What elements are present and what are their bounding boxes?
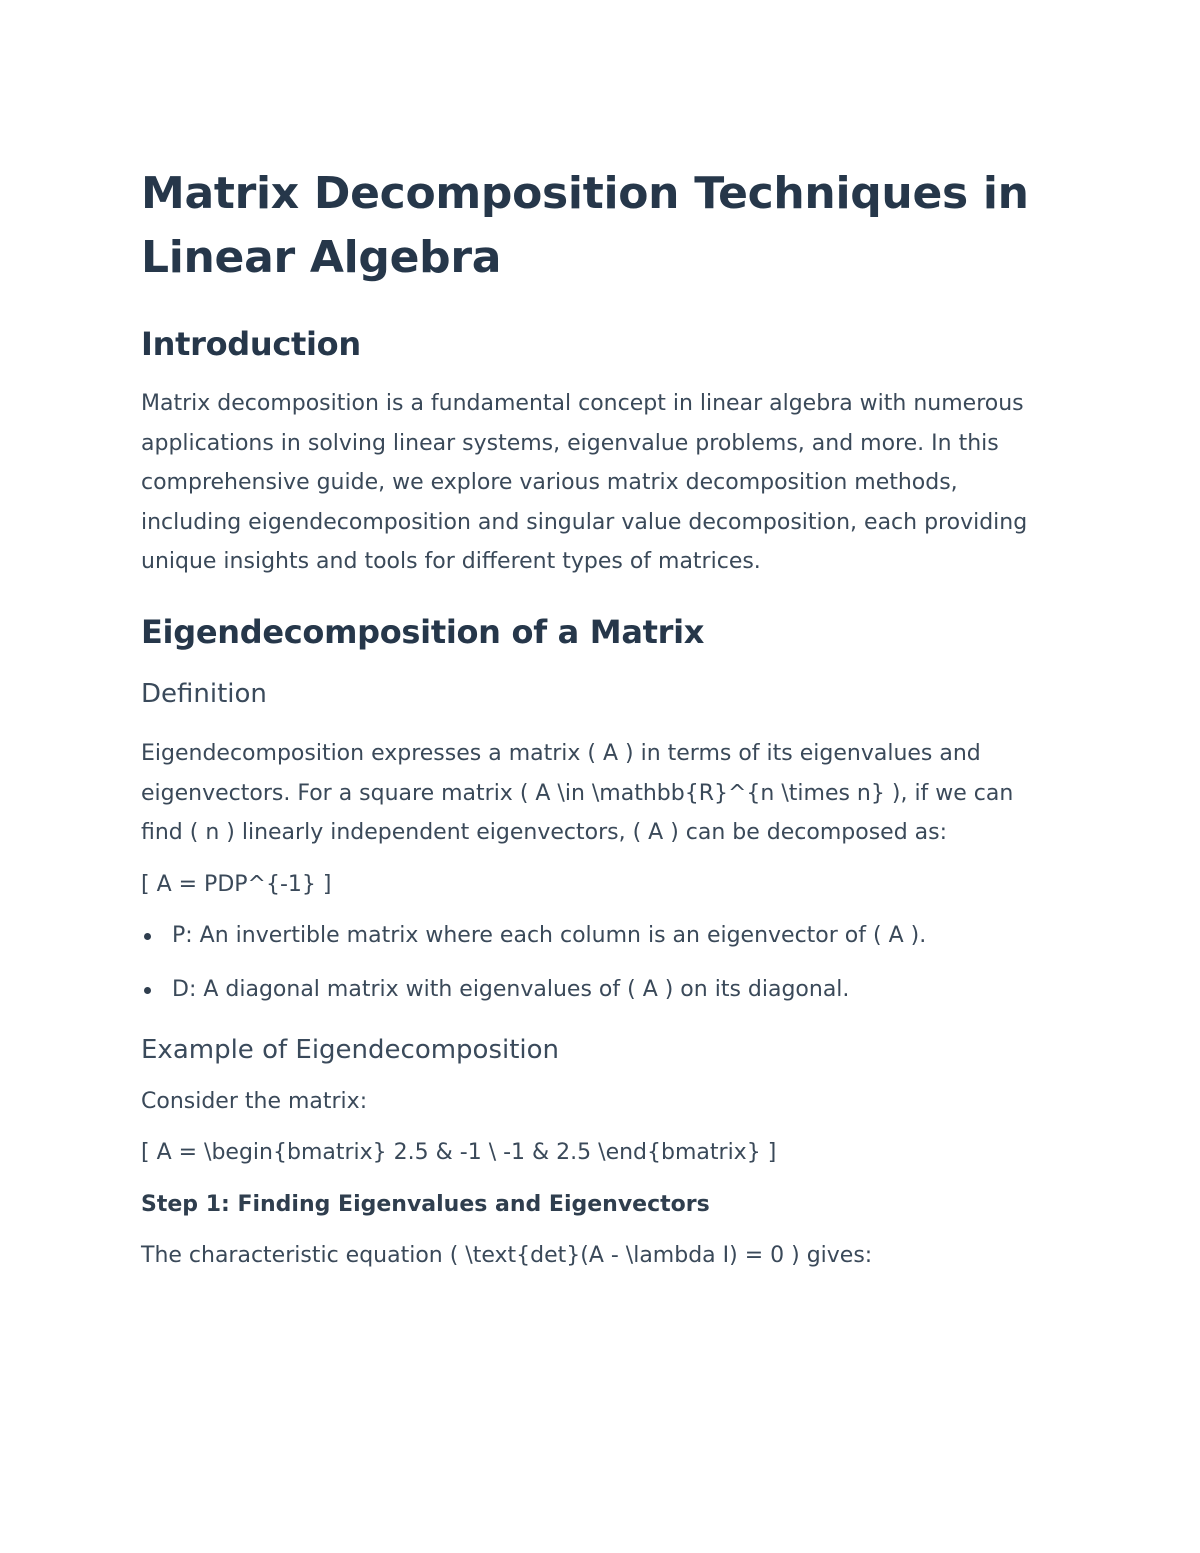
introduction-paragraph: Matrix decomposition is a fundamental concept in linear algebra with numerous applications in solving linear systems, eigenvalue problems, and more. In this comprehensive guide, we explore various matrix decomposition methods, including eigendecomposition and singular value decomposition, each providing unique insights and tools for different types of matrices. (141, 391, 1028, 575)
list-item (141, 970, 1061, 1010)
example-heading: Example of Eigendecomposition (141, 1034, 560, 1065)
definition-paragraph: Eigendecomposition expresses a matrix ( A ) in terms of its eigenvalues and eigenvectors. For a square matrix ( A \in \mathbb{R}^{n \times n} ), if we can find ( n ) linearly independent eigenvectors, ( A ) can be decomposed as: (141, 740, 1014, 846)
document-page (141, 162, 1061, 1276)
list-item (141, 916, 1061, 956)
eigendecomposition-heading: Eigendecomposition of a Matrix (141, 612, 705, 651)
definition-list (141, 916, 1061, 1009)
list-item-text: P: An invertible matrix where each column is an eigenvector of ( A ). (172, 923, 927, 949)
bullet-icon (144, 987, 151, 994)
bullet-icon (144, 933, 151, 940)
list-item-text: D: A diagonal matrix with eigenvalues of ( A ) on its diagonal. (172, 976, 850, 1002)
document-title: Matrix Decomposition Techniques in Linear Algebra (141, 168, 1029, 283)
introduction-heading: Introduction (141, 325, 361, 363)
step-1-heading: Step 1: Finding Eigenvalues and Eigenvectors (141, 1191, 710, 1217)
example-matrix: [ A = \begin{bmatrix} 2.5 & -1 \ -1 & 2.5 \end{bmatrix} ] (141, 1140, 777, 1166)
characteristic-equation-text: The characteristic equation ( \text{det}(A - \lambda I) = 0 ) gives: (141, 1243, 873, 1269)
example-intro: Consider the matrix: (141, 1088, 368, 1114)
decomposition-formula: [ A = PDP^{-1} ] (141, 871, 332, 897)
definition-heading: Definition (141, 678, 267, 709)
